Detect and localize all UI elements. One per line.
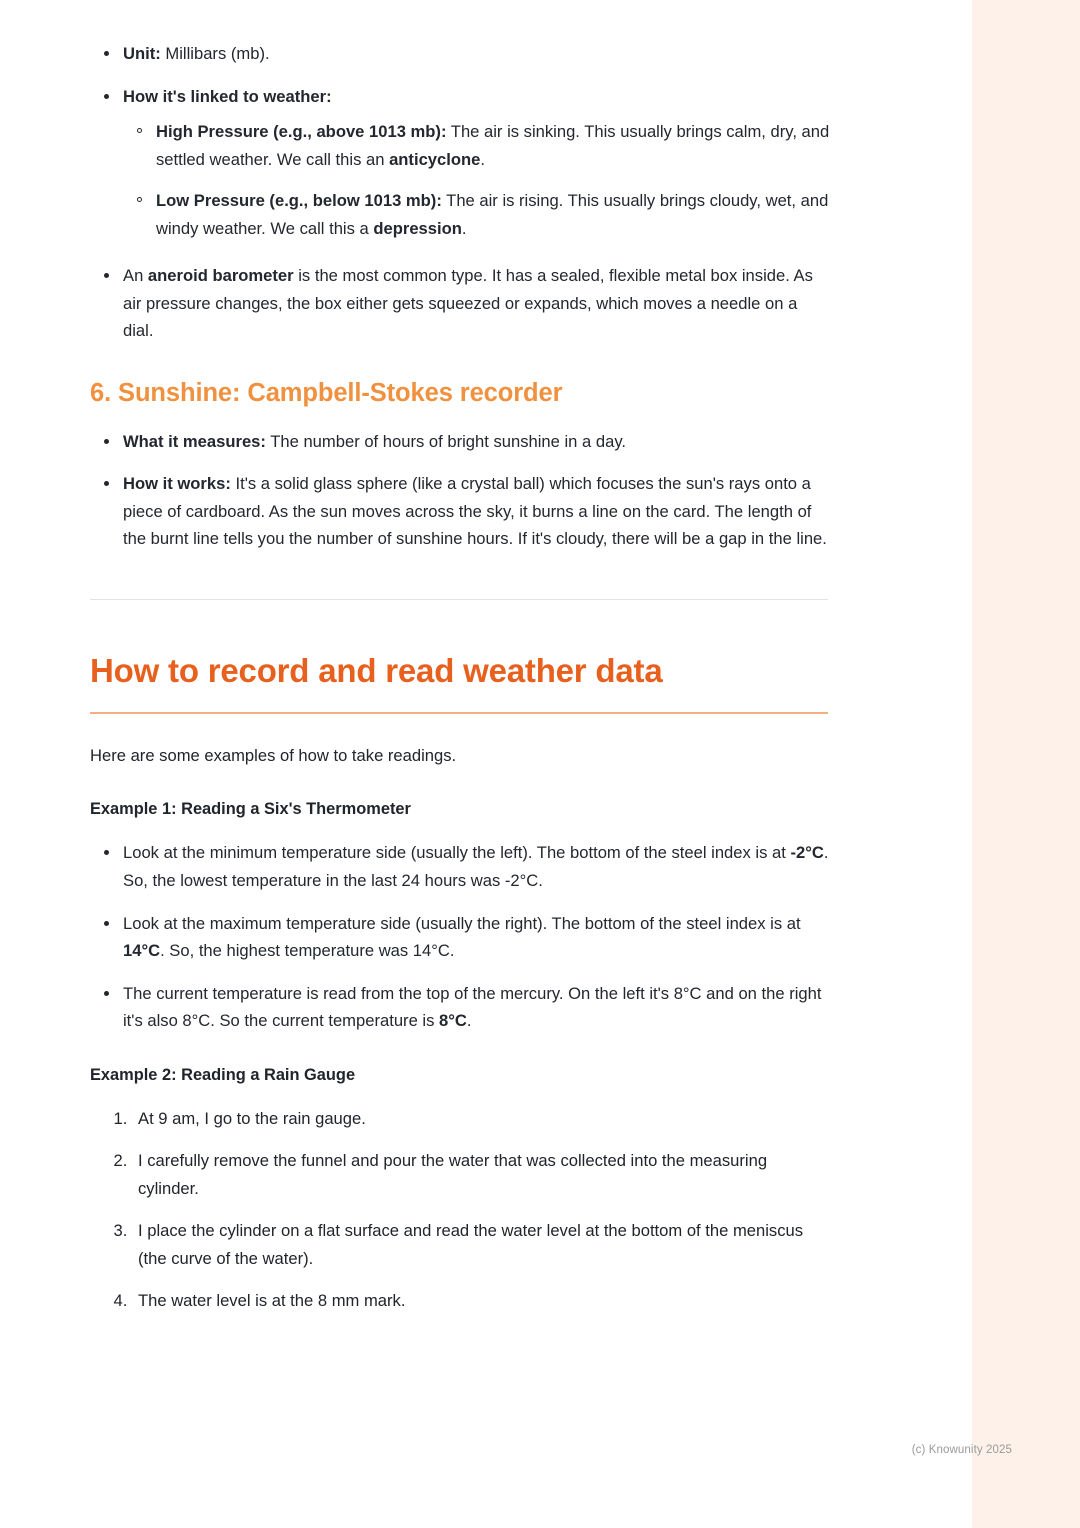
bullet-bold: -2°C (790, 843, 824, 863)
bullet-pre: The current temperature is read from the top of the mercury. On the left it's 8°C and on the right it's also 8°C. So the current temperature is (123, 983, 822, 1031)
page-side-band-divider (969, 0, 972, 1528)
bullet-text: is the most common type. It has a sealed, flexible metal box inside. As air pressure changes, the box either gets squeezed or expands, which moves a needle on a dial. (123, 266, 813, 341)
bullet-lead: How it's linked to weather: (123, 86, 332, 106)
bullet-bold: aneroid barometer (147, 266, 294, 286)
bullet-pre: Look at the maximum temperature side (usually the right). The bottom of the steel index is at (123, 913, 801, 933)
subbullet-lead: High Pressure (e.g., above 1013 mb): (156, 122, 447, 142)
list-item (90, 470, 830, 553)
bullet-pre: An (123, 266, 148, 286)
list-item: 3. I place the cylinder on a flat surface and read the water level at the bottom of the meniscus (the curve of the water). (132, 1217, 830, 1272)
section-heading-sunshine: 6. Sunshine: Campbell-Stokes recorder (90, 378, 563, 407)
subbullet-tail: . (461, 218, 467, 238)
bullet-text: . (466, 1011, 472, 1031)
example-1-heading: Example 1: Reading a Six's Thermometer (90, 800, 411, 819)
list-item (123, 118, 830, 173)
page-title-underline (90, 712, 828, 714)
list-item (90, 262, 830, 345)
bullet-text: . So, the highest temperature was 14°C. (160, 941, 455, 961)
pressure-bullet-list (90, 40, 830, 345)
subbullet-tail: . (480, 149, 485, 169)
example-2-heading: Example 2: Reading a Rain Gauge (90, 1065, 356, 1084)
pressure-sub-list (123, 118, 830, 242)
list-item (123, 187, 830, 242)
bullet-lead: What it measures: (123, 431, 266, 451)
document-content (90, 40, 830, 1330)
subbullet-lead: Low Pressure (e.g., below 1013 mb): (156, 191, 442, 211)
subbullet-text: The air is rising. This usually brings cloudy, wet, and windy weather. We call this a (156, 191, 829, 238)
example-1-bullet-list (90, 839, 830, 1034)
bullet-lead: Unit: (123, 44, 161, 63)
bullet-text: Millibars (mb). (160, 44, 270, 63)
intro-paragraph: Here are some examples of how to take readings. (90, 745, 457, 765)
list-item: 4. The water level is at the 8 mm mark. (132, 1287, 830, 1315)
list-item (90, 910, 830, 965)
bullet-text: It's a solid glass sphere (like a crystal ball) which focuses the sun's rays onto a piece of cardboard. As the sun moves across the sky, it burns a line on the card. The length of the burnt line tells you the number of sunshine hours. If it's cloudy, there will be a gap in the line. (123, 474, 827, 549)
list-item: 1. At 9 am, I go to the rain gauge. (132, 1105, 830, 1133)
sunshine-bullet-list (90, 428, 830, 553)
bullet-bold: 8°C (439, 1011, 467, 1031)
page-title: How to record and read weather data (90, 651, 663, 689)
list-item (90, 980, 830, 1035)
bullet-lead: How it works: (123, 474, 231, 494)
subbullet-text: The air is sinking. This usually brings calm, dry, and settled weather. We call this an (156, 122, 830, 169)
list-item (90, 83, 830, 243)
bullet-pre: Look at the minimum temperature side (usually the left). The bottom of the steel index is at (123, 843, 791, 863)
page-side-band (972, 0, 1080, 1528)
bullet-text: . So, the lowest temperature in the last 24 hours was -2°C. (123, 843, 829, 890)
section-divider (90, 599, 828, 600)
subbullet-bold-tail: depression (373, 218, 462, 238)
subbullet-bold-tail: anticyclone (389, 149, 481, 169)
example-2-step-list (90, 1105, 830, 1315)
list-item (90, 428, 830, 456)
bullet-bold: 14°C (123, 941, 161, 961)
bullet-text: The number of hours of bright sunshine in a day. (265, 431, 626, 451)
watermark: (c) Knowunity 2025 (911, 1444, 1012, 1456)
list-item: 2. I carefully remove the funnel and pour the water that was collected into the measuring cylinder. (132, 1147, 830, 1202)
list-item (90, 40, 830, 68)
list-item (90, 839, 830, 894)
